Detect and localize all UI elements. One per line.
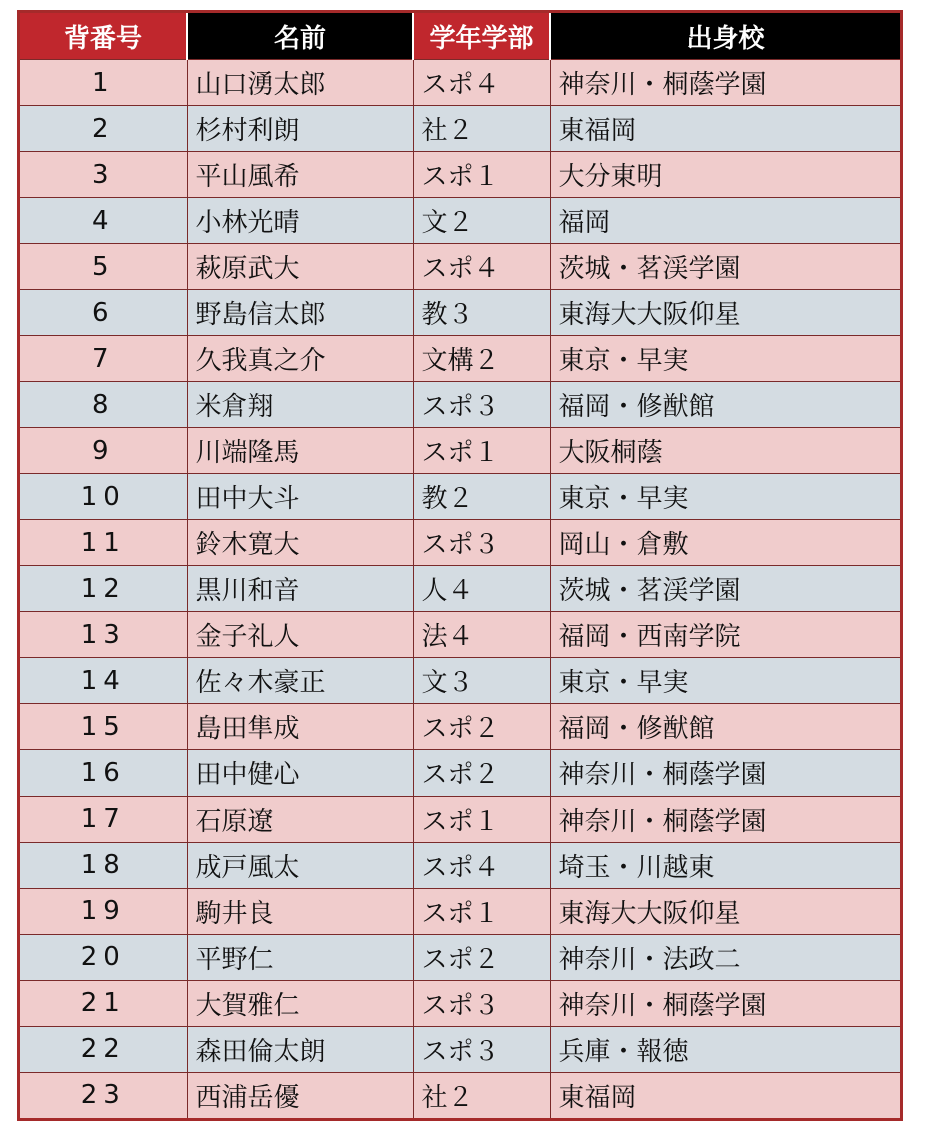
- table-row: [20, 474, 900, 520]
- player-name: 平野仁: [187, 934, 413, 980]
- school: 福岡・修猷館: [550, 382, 900, 428]
- table-row: [20, 106, 900, 152]
- player-name: 黒川和音: [187, 566, 413, 612]
- player-name: 萩原武大: [187, 244, 413, 290]
- year-faculty: スポ３: [413, 520, 550, 566]
- year-faculty: スポ３: [413, 1026, 550, 1072]
- year-faculty: スポ２: [413, 704, 550, 750]
- school: 神奈川・桐蔭学園: [550, 60, 900, 106]
- player-name: 大賀雅仁: [187, 980, 413, 1026]
- table-row: [20, 428, 900, 474]
- year-faculty: スポ１: [413, 152, 550, 198]
- table-row: [20, 566, 900, 612]
- jersey-number: 21: [20, 980, 187, 1026]
- player-name: 久我真之介: [187, 336, 413, 382]
- player-name: 平山風希: [187, 152, 413, 198]
- table-row: [20, 290, 900, 336]
- table-row: [20, 244, 900, 290]
- jersey-number: 20: [20, 934, 187, 980]
- table-row: [20, 888, 900, 934]
- year-faculty: スポ２: [413, 934, 550, 980]
- table-row: [20, 520, 900, 566]
- player-name: 佐々木豪正: [187, 658, 413, 704]
- jersey-number: 22: [20, 1026, 187, 1072]
- year-faculty: 文構２: [413, 336, 550, 382]
- table-row: [20, 796, 900, 842]
- jersey-number: 7: [20, 336, 187, 382]
- player-name: 島田隼成: [187, 704, 413, 750]
- year-faculty: スポ３: [413, 980, 550, 1026]
- jersey-number: 16: [20, 750, 187, 796]
- year-faculty: 社２: [413, 106, 550, 152]
- player-name: 山口湧太郎: [187, 60, 413, 106]
- table-row: [20, 382, 900, 428]
- jersey-number: 5: [20, 244, 187, 290]
- player-name: 鈴木寛大: [187, 520, 413, 566]
- player-name: 米倉翔: [187, 382, 413, 428]
- jersey-number: 14: [20, 658, 187, 704]
- school: 福岡: [550, 198, 900, 244]
- player-name: 小林光晴: [187, 198, 413, 244]
- table-row: [20, 658, 900, 704]
- year-faculty: 人４: [413, 566, 550, 612]
- school: 東京・早実: [550, 474, 900, 520]
- school: 神奈川・桐蔭学園: [550, 980, 900, 1026]
- jersey-number: 1: [20, 60, 187, 106]
- jersey-number: 9: [20, 428, 187, 474]
- player-name: 金子礼人: [187, 612, 413, 658]
- jersey-number: 11: [20, 520, 187, 566]
- header-year-faculty: 学年学部: [413, 13, 550, 60]
- header-name: 名前: [187, 13, 413, 60]
- school: 東京・早実: [550, 336, 900, 382]
- jersey-number: 2: [20, 106, 187, 152]
- jersey-number: 15: [20, 704, 187, 750]
- jersey-number: 17: [20, 796, 187, 842]
- player-name: 野島信太郎: [187, 290, 413, 336]
- school: 東福岡: [550, 106, 900, 152]
- school: 東海大大阪仰星: [550, 888, 900, 934]
- table-row: [20, 934, 900, 980]
- school: 大分東明: [550, 152, 900, 198]
- player-name: 西浦岳優: [187, 1072, 413, 1118]
- table-row: [20, 1026, 900, 1072]
- school: 神奈川・桐蔭学園: [550, 796, 900, 842]
- year-faculty: スポ４: [413, 842, 550, 888]
- player-name: 成戸風太: [187, 842, 413, 888]
- jersey-number: 3: [20, 152, 187, 198]
- school: 神奈川・桐蔭学園: [550, 750, 900, 796]
- school: 福岡・西南学院: [550, 612, 900, 658]
- school: 東海大大阪仰星: [550, 290, 900, 336]
- school: 茨城・茗渓学園: [550, 566, 900, 612]
- jersey-number: 12: [20, 566, 187, 612]
- player-name: 川端隆馬: [187, 428, 413, 474]
- school: 埼玉・川越東: [550, 842, 900, 888]
- table-row: [20, 842, 900, 888]
- school: 岡山・倉敷: [550, 520, 900, 566]
- jersey-number: 18: [20, 842, 187, 888]
- year-faculty: 文２: [413, 198, 550, 244]
- table-row: [20, 750, 900, 796]
- header-number: 背番号: [20, 13, 187, 60]
- school: 兵庫・報徳: [550, 1026, 900, 1072]
- year-faculty: スポ１: [413, 428, 550, 474]
- year-faculty: 教３: [413, 290, 550, 336]
- table-row: [20, 152, 900, 198]
- year-faculty: スポ４: [413, 60, 550, 106]
- player-name: 田中健心: [187, 750, 413, 796]
- player-name: 杉村利朗: [187, 106, 413, 152]
- school: 福岡・修猷館: [550, 704, 900, 750]
- header-row: [20, 13, 900, 60]
- school: 東京・早実: [550, 658, 900, 704]
- jersey-number: 19: [20, 888, 187, 934]
- table-row: [20, 704, 900, 750]
- year-faculty: スポ４: [413, 244, 550, 290]
- year-faculty: 社２: [413, 1072, 550, 1118]
- header-school: 出身校: [550, 13, 900, 60]
- year-faculty: 法４: [413, 612, 550, 658]
- jersey-number: 13: [20, 612, 187, 658]
- jersey-number: 23: [20, 1072, 187, 1118]
- jersey-number: 4: [20, 198, 187, 244]
- year-faculty: スポ２: [413, 750, 550, 796]
- school: 茨城・茗渓学園: [550, 244, 900, 290]
- jersey-number: 8: [20, 382, 187, 428]
- roster-body: [20, 60, 900, 1119]
- table-row: [20, 60, 900, 106]
- year-faculty: 教２: [413, 474, 550, 520]
- table-row: [20, 980, 900, 1026]
- jersey-number: 6: [20, 290, 187, 336]
- school: 東福岡: [550, 1072, 900, 1118]
- year-faculty: スポ１: [413, 796, 550, 842]
- jersey-number: 10: [20, 474, 187, 520]
- school: 神奈川・法政二: [550, 934, 900, 980]
- roster-table: [17, 10, 903, 1121]
- table-row: [20, 612, 900, 658]
- table-row: [20, 1072, 900, 1118]
- year-faculty: スポ１: [413, 888, 550, 934]
- player-name: 駒井良: [187, 888, 413, 934]
- player-name: 森田倫太朗: [187, 1026, 413, 1072]
- table-row: [20, 198, 900, 244]
- player-name: 石原遼: [187, 796, 413, 842]
- player-name: 田中大斗: [187, 474, 413, 520]
- year-faculty: 文３: [413, 658, 550, 704]
- roster-grid: [20, 13, 900, 1118]
- year-faculty: スポ３: [413, 382, 550, 428]
- school: 大阪桐蔭: [550, 428, 900, 474]
- table-row: [20, 336, 900, 382]
